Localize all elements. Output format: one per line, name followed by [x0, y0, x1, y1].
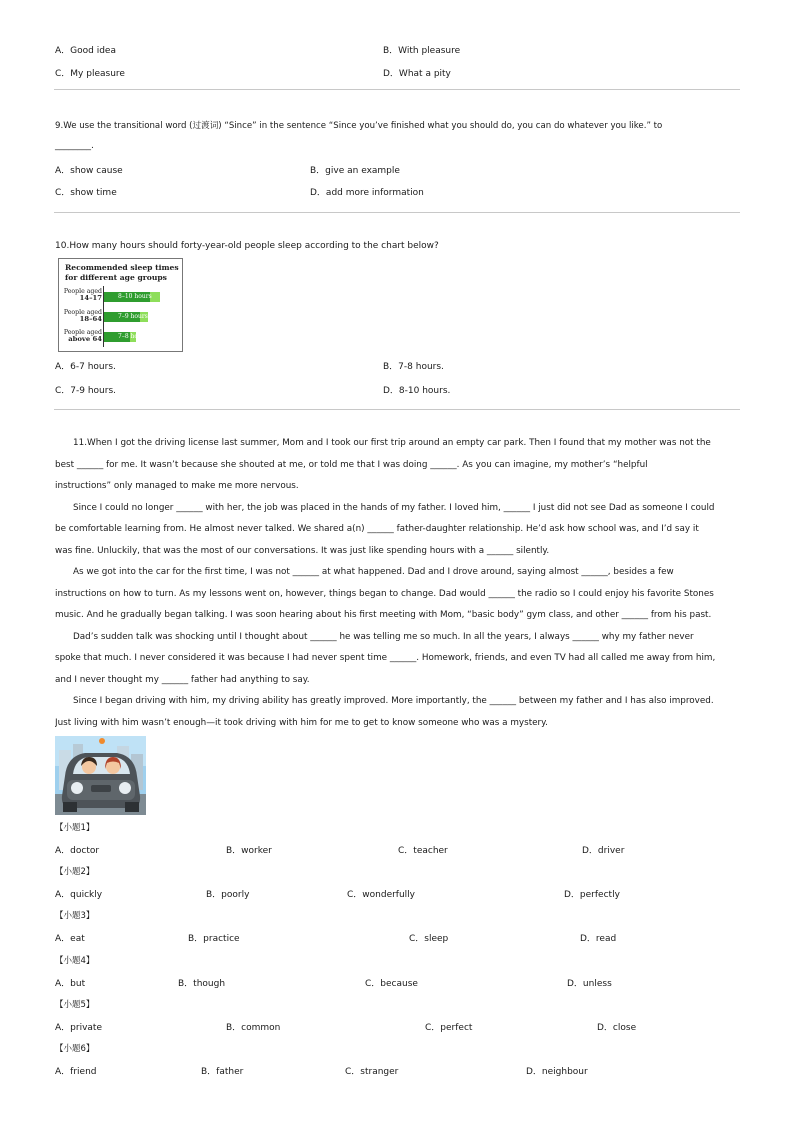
- chart-bar-label: 8–10 hours: [118, 293, 152, 300]
- subquestion-label: 【小题5】: [55, 1000, 95, 1010]
- q9-option-b: B．give an example: [310, 166, 400, 176]
- sq6-option-c: C．stranger: [345, 1067, 399, 1077]
- sq5-option-a: A．private: [55, 1023, 102, 1033]
- passage-line: instructions on how to turn. As my lessons went on, however, things began to change. Dad would ______ the radio so I could enjoy his favorite Stones: [55, 588, 714, 599]
- sq1-option-a: A．doctor: [55, 846, 100, 856]
- passage-line: Since I began driving with him, my driving ability has greatly improved. More importantly, the ______ between my father and I has also improved.: [73, 696, 714, 706]
- subquestion-label: 【小题4】: [55, 956, 95, 966]
- q10-option-c: C．7-9 hours.: [55, 386, 117, 396]
- sq2-option-b: B．poorly: [206, 890, 250, 900]
- sq4-option-d: D．unless: [567, 979, 612, 989]
- passage-line: As we got into the car for the first time, I was not ______ at what happened. Dad and I drove around, saying almost ______, besides a few: [73, 567, 674, 577]
- q9-question-end: ________.: [55, 141, 94, 151]
- sq6-option-a: A．friend: [55, 1067, 97, 1077]
- passage-line: best ______ for me. It wasn’t because she shouted at me, or told me that I was doing ______. As you can imagine, my mother’s “helpful: [55, 459, 648, 470]
- chart-bar: [104, 312, 148, 322]
- divider: [54, 212, 740, 213]
- chart-category-label: People aged 18–64: [63, 309, 102, 323]
- sq5-option-d: D．close: [597, 1023, 637, 1033]
- chart-title: Recommended sleep times for different age groups: [65, 263, 179, 282]
- sq6-option-d: D．neighbour: [526, 1067, 588, 1077]
- divider: [54, 409, 740, 410]
- q10-question: 10.How many hours should forty-year-old people sleep according to the chart below?: [55, 241, 439, 251]
- passage-line: music. And he gradually began talking. I was soon hearing about his first meeting with Mom, “basic body” gym class, and other ______ from his past.: [55, 610, 712, 620]
- chart-bar: [104, 292, 160, 302]
- q9-question: 9.We use the transitional word (过渡词) “Since” in the sentence “Since you’ve finished what you should do, you can do whatever you like.” to: [55, 121, 663, 131]
- q10-option-a: A．6-7 hours.: [55, 362, 116, 372]
- subquestion-label: 【小题1】: [55, 823, 95, 833]
- car-picture: [55, 736, 146, 815]
- q9-option-d: D．add more information: [310, 188, 424, 198]
- sq2-option-a: A．quickly: [55, 890, 103, 900]
- subquestion-label: 【小题3】: [55, 911, 95, 921]
- sq3-option-c: C．sleep: [409, 934, 449, 944]
- subquestion-label: 【小题2】: [55, 867, 95, 877]
- q8-option-b: B．With pleasure: [383, 46, 461, 56]
- sq5-option-b: B．common: [226, 1023, 281, 1033]
- sq1-option-c: C．teacher: [398, 846, 448, 856]
- q8-option-a: A．Good idea: [55, 46, 116, 56]
- q8-option-c: C．My pleasure: [55, 69, 125, 79]
- sq4-option-a: A．but: [55, 979, 86, 989]
- sq4-option-b: B．though: [178, 979, 226, 989]
- chart-category-label: People aged above 64: [63, 329, 102, 343]
- passage-line: spoke that much. I never considered it was because I had never spent time ______. Homework, friends, and even TV had all called me away from him,: [55, 653, 716, 663]
- sq4-option-c: C．because: [365, 979, 418, 989]
- passage-line: instructions” only managed to make me more nervous.: [55, 481, 299, 491]
- passage-line: be comfortable learning from. He almost never talked. We shared a(n) ______ father-daughter relationship. He’d ask how school was, and I’d say it: [55, 524, 699, 534]
- chart-bar: [104, 332, 148, 342]
- divider: [54, 89, 740, 90]
- subquestion-label: 【小题6】: [55, 1044, 95, 1054]
- passage-line: 11.When I got the driving license last summer, Mom and I took our first trip around an empty car park. Then I found that my mother was not the: [73, 438, 711, 448]
- car-illustration: [55, 736, 146, 815]
- passage-line: and I never thought my ______ father had anything to say.: [55, 674, 310, 685]
- sq1-option-b: B．worker: [226, 846, 272, 856]
- sq5-option-c: C．perfect: [425, 1023, 473, 1033]
- sq3-option-b: B．practice: [188, 934, 240, 944]
- passage-line: Dad’s sudden talk was shocking until I thought about ______ he was telling me so much. In all the years, I always ______ why my father never: [73, 631, 694, 642]
- sq3-option-a: A．eat: [55, 934, 85, 944]
- sq1-option-d: D．driver: [582, 846, 625, 856]
- chart-bar-label: 7–9 hours: [118, 313, 148, 320]
- sq3-option-d: D．read: [580, 934, 617, 944]
- q9-option-c: C．show time: [55, 188, 117, 198]
- q8-option-d: D．What a pity: [383, 69, 451, 79]
- chart-bar-label: 7–8 hours: [118, 333, 148, 340]
- q10-option-d: D．8-10 hours.: [383, 386, 451, 396]
- q9-option-a: A．show cause: [55, 166, 123, 176]
- sq2-option-c: C．wonderfully: [347, 890, 416, 900]
- sq2-option-d: D．perfectly: [564, 890, 620, 900]
- sleep-times-chart: [58, 258, 183, 352]
- chart-category-label: People aged 14–17: [63, 288, 102, 302]
- passage-line: Since I could no longer ______ with her, the job was placed in the hands of my father. I loved him, ______ I just did not see Dad as someone I could: [73, 502, 715, 513]
- q10-option-b: B．7-8 hours.: [383, 362, 444, 372]
- sq6-option-b: B．father: [201, 1067, 244, 1077]
- passage-line: Just living with him wasn’t enough—it took driving with him for me to get to know someone who was a mystery.: [55, 717, 548, 728]
- q11-passage: [55, 433, 739, 734]
- passage-line: was fine. Unluckily, that was the most of our conversations. It was just like spending hours with a ______ silently.: [55, 545, 550, 556]
